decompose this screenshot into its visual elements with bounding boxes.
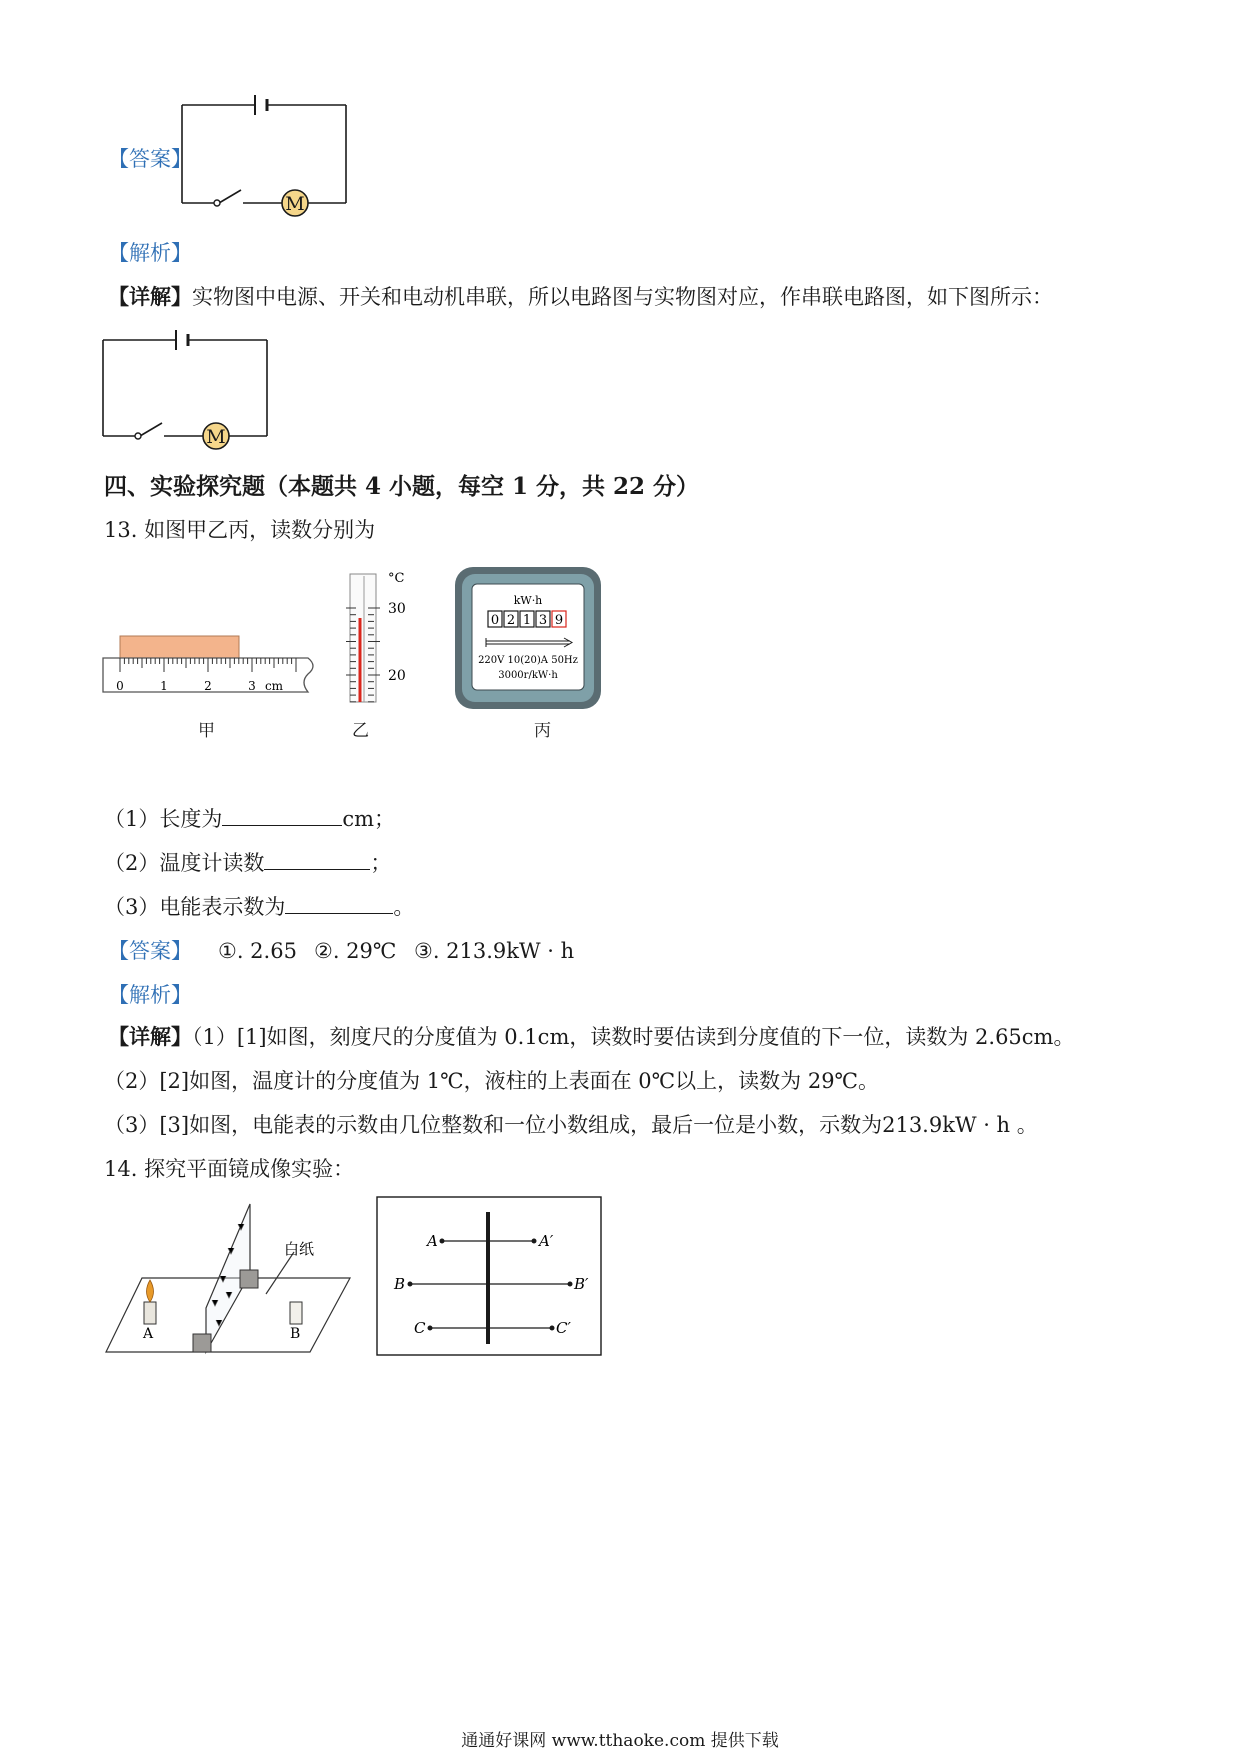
svg-text:C′: C′	[556, 1319, 571, 1337]
page-footer: 通通好课网 www.tthaoke.com 提供下载	[461, 1731, 779, 1751]
svg-text:30: 30	[388, 601, 406, 617]
answer-1: ①. 2.65	[218, 939, 297, 963]
answer-2: ②. 29℃	[314, 939, 397, 963]
electricity-meter-figure	[452, 564, 604, 712]
svg-text:0: 0	[116, 679, 124, 693]
svg-text:M: M	[206, 426, 226, 448]
figure-caption-bing: 丙	[534, 721, 551, 741]
svg-text:3: 3	[248, 679, 256, 693]
answer-blank-3[interactable]	[285, 893, 393, 914]
subquestion-3: （3）电能表示数为 。	[104, 895, 415, 919]
circuit-diagram-answer	[175, 92, 355, 222]
answer-3: ③. 213.9kW · h	[414, 939, 575, 963]
svg-text:1: 1	[160, 679, 168, 693]
svg-text:C: C	[414, 1319, 426, 1337]
svg-text:220V 10(20)A 50Hz: 220V 10(20)A 50Hz	[478, 655, 578, 666]
circuit-diagram-detail	[100, 326, 280, 456]
svg-text:A: A	[143, 1326, 154, 1342]
meter-digit: 1	[522, 613, 532, 628]
detail-13-line-2: （2）[2]如图，温度计的分度值为 1℃，液柱的上表面在 0℃以上，读数为 29℃。	[104, 1069, 880, 1093]
detail-13-line-3: （3）[3]如图，电能表的示数由几位整数和一位小数组成，最后一位是小数，示数为213.9kW · h 。	[104, 1113, 1038, 1137]
detail-13-line-1: 【详解】（1）[1]如图，刻度尺的分度值为 0.1cm，读数时要估读到分度值的下一位，读数为 2.65cm。	[108, 1024, 1075, 1049]
svg-text:kW·h: kW·h	[513, 594, 543, 607]
question-13-stem: 13. 如图甲乙丙，读数分别为	[104, 518, 376, 542]
svg-text:B: B	[290, 1326, 301, 1342]
flame-icon	[147, 1280, 154, 1302]
answer-blank-1[interactable]	[222, 805, 342, 826]
detail-line: 【详解】实物图中电源、开关和电动机串联，所以电路图与实物图对应，作串联电路图，如下图所示：	[108, 284, 1053, 309]
meter-digit: 9	[554, 613, 564, 628]
answer-tag-13: 【答案】	[108, 939, 192, 963]
meter-digit: 0	[490, 613, 500, 628]
svg-text:3000r/kW·h: 3000r/kW·h	[498, 670, 558, 681]
answer-tag: 【答案】	[108, 147, 192, 171]
svg-text:2: 2	[204, 679, 212, 693]
svg-text:M: M	[285, 193, 305, 215]
measured-block	[120, 636, 239, 658]
subquestion-2: （2）温度计读数 ；	[104, 851, 392, 875]
svg-text:A′: A′	[539, 1232, 554, 1250]
cube-icon	[193, 1334, 211, 1352]
section-title: 四、实验探究题（本题共 4 小题，每空 1 分，共 22 分）	[104, 473, 700, 500]
subquestion-1: （1）长度为 cm；	[104, 807, 396, 831]
svg-text:B: B	[394, 1275, 406, 1293]
svg-text:B′: B′	[574, 1275, 589, 1293]
analysis-tag: 【解析】	[108, 241, 192, 265]
meter-digit: 2	[506, 613, 516, 628]
figure-caption-jia: 甲	[198, 721, 215, 741]
svg-text:白纸: 白纸	[284, 1240, 315, 1258]
answer-blank-2[interactable]	[264, 849, 370, 870]
thermometer-figure	[336, 566, 426, 706]
svg-text:°C: °C	[388, 571, 405, 586]
analysis-tag-13: 【解析】	[108, 983, 192, 1007]
svg-text:A: A	[427, 1232, 438, 1250]
mirror-experiment-figure	[100, 1196, 356, 1358]
meter-digit: 3	[538, 613, 548, 628]
cube-icon	[240, 1270, 258, 1288]
image-points-figure	[376, 1196, 604, 1358]
candle-b-icon	[290, 1302, 302, 1324]
svg-text:20: 20	[388, 668, 406, 684]
figure-caption-yi: 乙	[352, 721, 369, 741]
svg-text:cm: cm	[264, 679, 284, 693]
question-14-stem: 14. 探究平面镜成像实验：	[104, 1157, 355, 1181]
ruler-figure	[100, 630, 322, 696]
